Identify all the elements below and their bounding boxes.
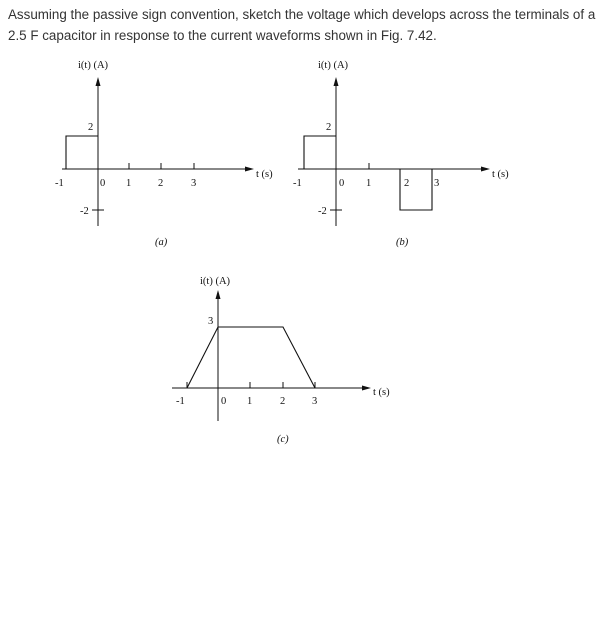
plot-b-caption: (b) [396,237,409,248]
plot-a-xtick-0: 0 [100,178,106,189]
plot-a-ytick-neg2: -2 [80,206,89,217]
plot-a-xtick-2: 2 [158,178,164,189]
plot-a-xtick-3: 3 [191,178,197,189]
plot-b-xlabel: t (s) [492,169,509,180]
plot-b-ytick-2: 2 [326,122,332,133]
plot-b [293,60,509,248]
plot-c-xlabel: t (s) [373,387,390,398]
plot-b-xtick-3: 3 [434,178,440,189]
plot-b-x-arrow [481,167,490,172]
plot-a-xtick-neg1: -1 [55,178,64,189]
plot-c [172,276,390,445]
plot-a-caption: (a) [155,237,168,248]
plot-c-ytick-3: 3 [208,316,214,327]
plot-a-y-arrow [96,77,101,86]
plot-c-xtick-neg1: -1 [176,396,185,407]
plot-b-waveform-neg [400,169,432,210]
question-text: Assuming the passive sign convention, sketch the voltage which develops across the terminals of a 2.5 F capacitor in response to the current waveforms shown in Fig. 7.42. [8,7,596,43]
plot-c-xtick-0: 0 [221,396,227,407]
plot-c-ylabel: i(t) (A) [200,276,231,287]
plot-b-xtick-neg1: -1 [293,178,302,189]
plot-c-x-arrow [362,386,371,391]
plot-a-x-arrow [245,167,254,172]
plot-c-xtick-1: 1 [247,396,253,407]
plot-b-xtick-2: 2 [404,178,410,189]
plot-a-ytick-2: 2 [88,122,94,133]
plot-b-y-arrow [334,77,339,86]
plot-b-ylabel: i(t) (A) [318,60,349,71]
plot-b-xtick-1: 1 [366,178,372,189]
plot-c-caption: (c) [277,434,289,445]
plot-b-waveform-pos [304,136,336,169]
plot-a-ylabel: i(t) (A) [78,60,109,71]
plot-c-waveform [187,327,315,388]
plot-c-xtick-3: 3 [312,396,318,407]
plot-c-y-arrow [216,290,221,299]
plot-a-waveform [66,136,98,169]
plot-b-xtick-0: 0 [339,178,345,189]
plot-a-xtick-1: 1 [126,178,132,189]
plot-c-xtick-2: 2 [280,396,286,407]
plot-b-ytick-neg2: -2 [318,206,327,217]
plot-a-xlabel: t (s) [256,169,273,180]
plot-a [55,60,273,248]
